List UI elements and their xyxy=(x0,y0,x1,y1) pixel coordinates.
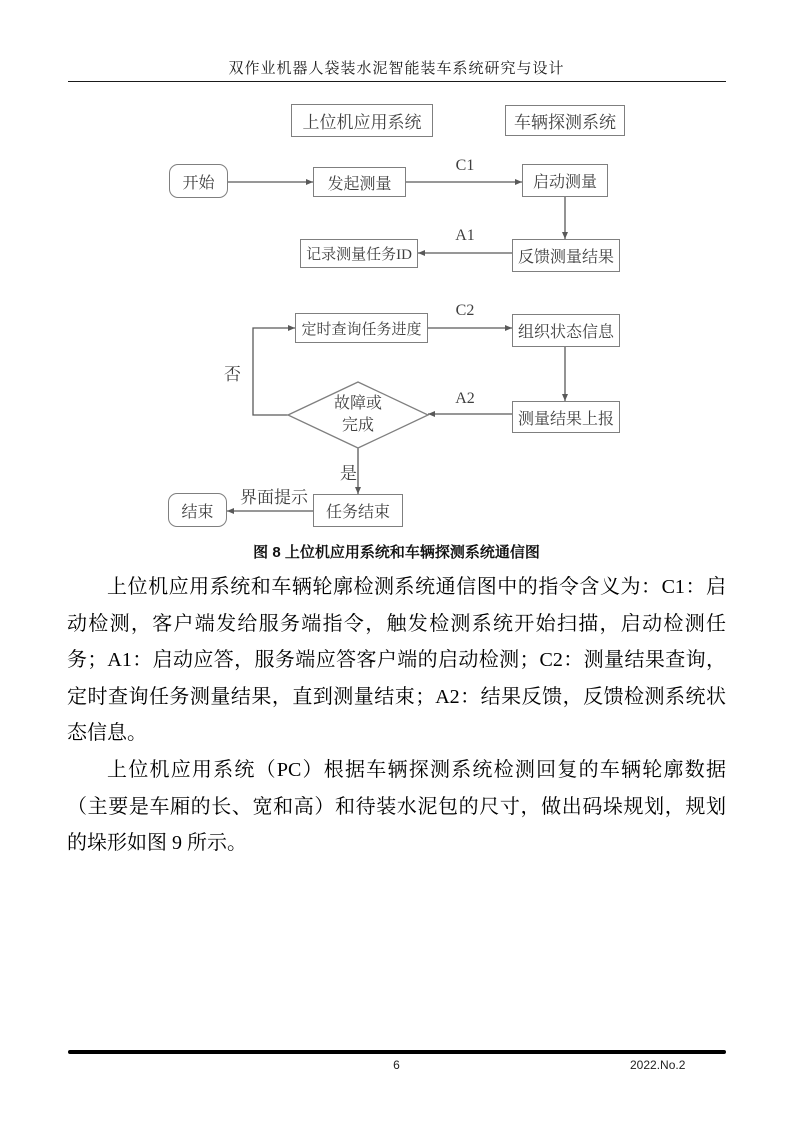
edge-no-loop xyxy=(253,328,295,415)
node-initiate-measure: 发起测量 xyxy=(313,167,406,197)
node-end: 结束 xyxy=(168,493,227,527)
node-record-task-id: 记录测量任务ID xyxy=(300,239,418,268)
node-decision-label xyxy=(303,393,413,437)
footer-page-number: 6 xyxy=(393,1058,400,1072)
decision-line2: 完成 xyxy=(341,417,374,434)
node-query-progress: 定时查询任务进度 xyxy=(295,313,428,343)
decision-line1: 故障或 xyxy=(333,395,382,412)
node-start: 开始 xyxy=(169,164,228,198)
edge-label-c1: C1 xyxy=(455,157,475,174)
body-text xyxy=(67,569,726,862)
edge-label-c2: C2 xyxy=(455,302,475,319)
paragraph-2: 上位机应用系统（PC）根据车辆探测系统检测回复的车辆轮廓数据（主要是车厢的长、宽和高）和待装水泥包的尺寸，做出码垛规划，规划的垛形如图 9 所示。 xyxy=(67,758,726,855)
running-header-title: 双作业机器人袋装水泥智能装车系统研究与设计 xyxy=(228,61,565,77)
edge-label-ui-prompt: 界面提示 xyxy=(240,488,308,507)
edge-label-a2: A2 xyxy=(455,390,475,407)
flowchart-connectors xyxy=(0,0,793,560)
footer-rule xyxy=(68,1050,726,1054)
node-task-end: 任务结束 xyxy=(313,494,403,527)
edge-label-yes: 是 xyxy=(340,464,357,483)
node-upper-system: 上位机应用系统 xyxy=(291,104,433,137)
paragraph-1: 上位机应用系统和车辆轮廓检测系统通信图中的指令含义为：C1：启动检测，客户端发给服务端指令，触发检测系统开始扫描，启动检测任务；A1：启动应答，服务端应答客户端的启动检测；C2：测量结果查询，定时查询任务测量结果，直到测量结束；A2：结果反馈，反馈检测系统状态信息。 xyxy=(67,576,726,745)
node-feedback-result: 反馈测量结果 xyxy=(512,239,620,272)
figure-caption: 图 8 上位机应用系统和车辆探测系统通信图 xyxy=(253,544,540,561)
node-start-measure: 启动测量 xyxy=(522,164,608,197)
node-organize-status: 组织状态信息 xyxy=(512,314,620,347)
edge-label-a1: A1 xyxy=(455,227,475,244)
node-vehicle-system: 车辆探测系统 xyxy=(505,105,625,136)
footer-issue: 2022.No.2 xyxy=(630,1058,686,1072)
node-report-result: 测量结果上报 xyxy=(512,401,620,433)
edge-label-no: 否 xyxy=(224,365,241,384)
